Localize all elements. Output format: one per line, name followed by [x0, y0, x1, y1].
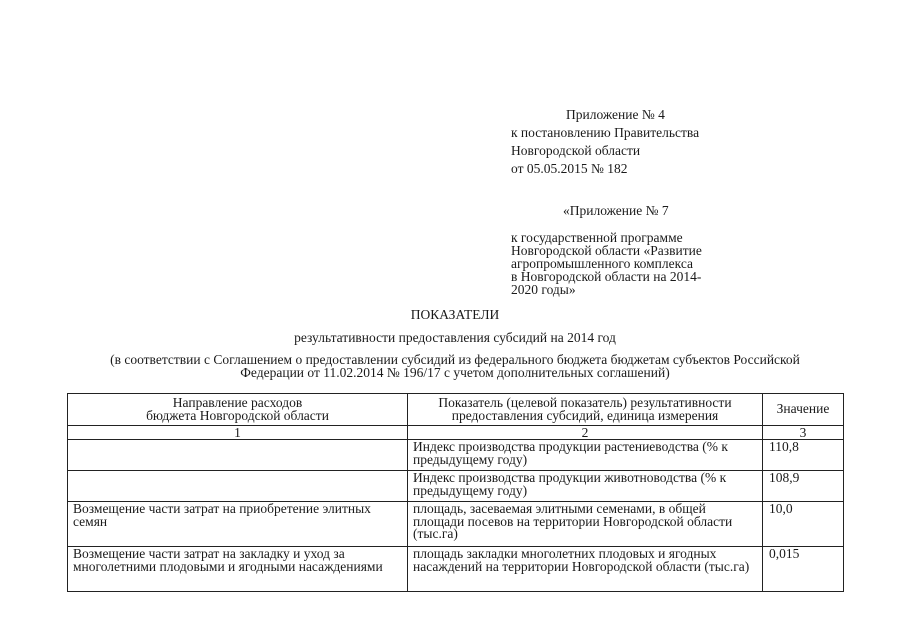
- annex-header: [511, 106, 771, 178]
- header-direction: Направление расходов бюджета Новгородской области: [68, 394, 408, 426]
- header-indicator: Показатель (целевой показатель) результативности предоставления субсидий, единица измерения: [408, 394, 763, 426]
- annex-region: Новгородской области: [511, 143, 641, 158]
- header-value: Значение: [763, 394, 844, 426]
- cell-direction: Возмещение части затрат на приобретение элитных семян: [68, 502, 408, 547]
- program-annex-header: [511, 202, 771, 296]
- document-note-line: Федерации от 11.02.2014 № 196/17 с учетом дополнительных соглашений): [240, 365, 670, 380]
- cell-direction: Возмещение части затрат на закладку и уход за многолетними плодовыми и ягодными насаждениями: [68, 547, 408, 592]
- document-subtitle: результативности предоставления субсидий на 2014 год: [294, 330, 616, 345]
- indicators-table: [67, 393, 844, 592]
- table-row: [68, 502, 844, 547]
- document-note: [60, 353, 850, 379]
- table-row: [68, 547, 844, 592]
- document-title-block: [60, 306, 850, 379]
- cell-value: 10,0: [763, 502, 844, 547]
- program-annex-number: «Приложение № 7: [563, 203, 669, 218]
- column-number: 2: [408, 426, 763, 440]
- cell-direction: [68, 440, 408, 471]
- cell-value: 110,8: [763, 440, 844, 471]
- column-number: 3: [763, 426, 844, 440]
- cell-indicator: площадь закладки многолетних плодовых и ягодных насаждений на территории Новгородской области (тыс.га): [408, 547, 763, 592]
- cell-value: 0,015: [763, 547, 844, 592]
- table-row: [68, 440, 844, 471]
- document-note-line: (в соответствии с Соглашением о предоставлении субсидий из федерального бюджета бюджетам субъектов Российской: [110, 352, 800, 367]
- cell-direction: [68, 471, 408, 502]
- cell-value: 108,9: [763, 471, 844, 502]
- column-number-row: [68, 426, 844, 440]
- program-annex-line: к государственной программе: [511, 230, 683, 245]
- cell-indicator: площадь, засеваемая элитными семенами, в общей площади посевов на территории Новгородской области (тыс.га): [408, 502, 763, 547]
- annex-resolution: к постановлению Правительства: [511, 125, 700, 140]
- table-row: [68, 471, 844, 502]
- annex-number: Приложение № 4: [566, 107, 665, 122]
- program-annex-line: в Новгородской области на 2014-: [511, 269, 702, 284]
- column-number: 1: [68, 426, 408, 440]
- table-header-row: [68, 394, 844, 426]
- program-annex-line: агропромышленного комплекса: [511, 256, 693, 271]
- cell-indicator: Индекс производства продукции животноводства (% к предыдущему году): [408, 471, 763, 502]
- program-annex-line: Новгородской области «Развитие: [511, 243, 702, 258]
- program-annex-body: [511, 231, 771, 296]
- document-heading: ПОКАЗАТЕЛИ: [410, 307, 500, 322]
- annex-date: от 05.05.2015 № 182: [511, 161, 628, 176]
- cell-indicator: Индекс производства продукции растениеводства (% к предыдущему году): [408, 440, 763, 471]
- program-annex-line: 2020 годы»: [511, 282, 576, 297]
